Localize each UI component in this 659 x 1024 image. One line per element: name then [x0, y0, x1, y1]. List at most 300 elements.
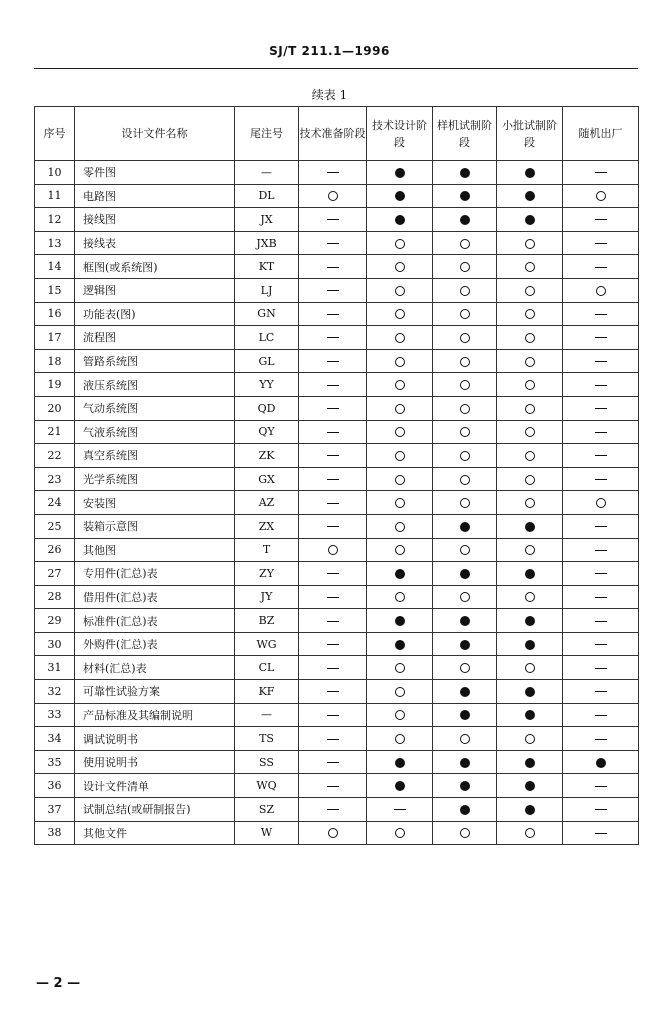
filled-circle-icon — [460, 640, 470, 650]
stage-cell — [299, 444, 367, 468]
hollow-circle-icon — [525, 451, 535, 461]
stage-cell — [433, 585, 497, 609]
row-number: 10 — [35, 161, 75, 185]
stage-cell — [497, 420, 563, 444]
hollow-circle-icon — [460, 333, 470, 343]
stage-cell — [299, 538, 367, 562]
stage-cell — [497, 538, 563, 562]
stage-cell — [433, 656, 497, 680]
stage-cell — [563, 774, 639, 798]
document-name: 可靠性试验方案 — [75, 680, 235, 704]
filled-circle-icon — [460, 215, 470, 225]
document-name: 其他图 — [75, 538, 235, 562]
dash-icon — [595, 455, 607, 456]
hollow-circle-icon — [460, 734, 470, 744]
stage-cell — [433, 161, 497, 185]
hollow-circle-icon — [395, 357, 405, 367]
stage-cell — [563, 727, 639, 751]
document-name: 外购件(汇总)表 — [75, 632, 235, 656]
row-number: 12 — [35, 208, 75, 232]
hollow-circle-icon — [460, 427, 470, 437]
document-name: 借用件(汇总)表 — [75, 585, 235, 609]
table-row — [35, 727, 639, 751]
suffix-code: DL — [235, 184, 299, 208]
stage-cell — [433, 302, 497, 326]
column-header-tech-prep: 技术准备阶段 — [299, 107, 367, 161]
table-caption: 续表 1 — [311, 88, 348, 102]
table-row — [35, 467, 639, 491]
stage-cell — [299, 609, 367, 633]
table-row — [35, 491, 639, 515]
suffix-code: GN — [235, 302, 299, 326]
suffix-code: SS — [235, 750, 299, 774]
dash-icon — [595, 337, 607, 338]
stage-cell — [433, 680, 497, 704]
document-name: 装箱示意图 — [75, 514, 235, 538]
document-name: 接线表 — [75, 231, 235, 255]
document-name: 气动系统图 — [75, 396, 235, 420]
hollow-circle-icon — [460, 286, 470, 296]
table-row — [35, 656, 639, 680]
hollow-circle-icon — [395, 286, 405, 296]
stage-cell — [497, 562, 563, 586]
stage-cell — [299, 278, 367, 302]
stage-cell — [299, 727, 367, 751]
stage-cell — [497, 349, 563, 373]
stage-cell — [563, 514, 639, 538]
table-row — [35, 750, 639, 774]
stage-cell — [367, 632, 433, 656]
stage-cell — [497, 373, 563, 397]
filled-circle-icon — [525, 781, 535, 791]
suffix-code: ZK — [235, 444, 299, 468]
suffix-code: JX — [235, 208, 299, 232]
table-row — [35, 585, 639, 609]
stage-cell — [497, 184, 563, 208]
filled-circle-icon — [460, 616, 470, 626]
suffix-code: LC — [235, 326, 299, 350]
stage-cell — [497, 798, 563, 822]
stage-cell — [299, 798, 367, 822]
stage-cell — [563, 467, 639, 491]
dash-icon — [327, 739, 339, 740]
dash-icon — [327, 573, 339, 574]
filled-circle-icon — [395, 616, 405, 626]
stage-cell — [497, 750, 563, 774]
hollow-circle-icon — [395, 592, 405, 602]
document-name: 光学系统图 — [75, 467, 235, 491]
hollow-circle-icon — [395, 710, 405, 720]
table-row — [35, 538, 639, 562]
stage-cell — [433, 208, 497, 232]
row-number: 22 — [35, 444, 75, 468]
document-name: 气液系统图 — [75, 420, 235, 444]
hollow-circle-icon — [395, 475, 405, 485]
dash-icon — [595, 621, 607, 622]
filled-circle-icon — [395, 758, 405, 768]
stage-cell — [367, 255, 433, 279]
suffix-code: SZ — [235, 798, 299, 822]
stage-cell — [367, 821, 433, 845]
document-name: 产品标准及其编制说明 — [75, 703, 235, 727]
suffix-code: KF — [235, 680, 299, 704]
suffix-code: WQ — [235, 774, 299, 798]
row-number: 23 — [35, 467, 75, 491]
stage-cell — [299, 184, 367, 208]
hollow-circle-icon — [525, 333, 535, 343]
stage-cell — [299, 632, 367, 656]
hollow-circle-icon — [525, 498, 535, 508]
hollow-circle-icon — [460, 357, 470, 367]
hollow-circle-icon — [460, 262, 470, 272]
table-body — [35, 161, 639, 845]
stage-cell — [299, 585, 367, 609]
hollow-circle-icon — [460, 404, 470, 414]
stage-cell — [563, 538, 639, 562]
dash-icon — [327, 786, 339, 787]
stage-cell — [563, 609, 639, 633]
document-name: 标准件(汇总)表 — [75, 609, 235, 633]
stage-cell — [563, 703, 639, 727]
row-number: 38 — [35, 821, 75, 845]
stage-cell — [433, 326, 497, 350]
suffix-code: QD — [235, 396, 299, 420]
row-number: 21 — [35, 420, 75, 444]
stage-cell — [367, 278, 433, 302]
stage-cell — [433, 184, 497, 208]
document-name: 设计文件清单 — [75, 774, 235, 798]
row-number: 27 — [35, 562, 75, 586]
column-header-name: 设计文件名称 — [75, 107, 235, 161]
suffix-code: WG — [235, 632, 299, 656]
stage-cell — [367, 774, 433, 798]
dash-icon — [327, 644, 339, 645]
filled-circle-icon — [460, 569, 470, 579]
hollow-circle-icon — [525, 427, 535, 437]
stage-cell — [367, 302, 433, 326]
stage-cell — [433, 373, 497, 397]
dash-icon — [595, 833, 607, 834]
filled-circle-icon — [525, 616, 535, 626]
stage-cell — [563, 491, 639, 515]
suffix-code: AZ — [235, 491, 299, 515]
row-number: 30 — [35, 632, 75, 656]
hollow-circle-icon — [460, 663, 470, 673]
stage-cell — [497, 491, 563, 515]
stage-cell — [367, 703, 433, 727]
stage-cell — [299, 208, 367, 232]
row-number: 36 — [35, 774, 75, 798]
stage-cell — [497, 161, 563, 185]
dash-icon — [327, 408, 339, 409]
hollow-circle-icon — [395, 380, 405, 390]
table-row — [35, 255, 639, 279]
row-number: 28 — [35, 585, 75, 609]
table-row — [35, 420, 639, 444]
hollow-circle-icon — [328, 545, 338, 555]
dash-icon — [595, 243, 607, 244]
document-name: 试制总结(或研制报告) — [75, 798, 235, 822]
stage-cell — [433, 491, 497, 515]
dash-icon — [595, 361, 607, 362]
stage-cell — [563, 255, 639, 279]
filled-circle-icon — [460, 168, 470, 178]
table-row — [35, 373, 639, 397]
table-row — [35, 184, 639, 208]
dash-icon — [327, 314, 339, 315]
dash-icon — [595, 809, 607, 810]
header-divider — [34, 68, 638, 69]
stage-cell — [563, 349, 639, 373]
column-header-tech-design: 技术设计阶段 — [367, 107, 433, 161]
stage-cell — [563, 750, 639, 774]
filled-circle-icon — [395, 215, 405, 225]
document-name: 逻辑图 — [75, 278, 235, 302]
column-header-small-batch: 小批试制阶段 — [497, 107, 563, 161]
row-number: 26 — [35, 538, 75, 562]
table-row — [35, 514, 639, 538]
hollow-circle-icon — [395, 404, 405, 414]
hollow-circle-icon — [460, 592, 470, 602]
dash-icon — [595, 715, 607, 716]
stage-cell — [433, 750, 497, 774]
filled-circle-icon — [395, 191, 405, 201]
stage-cell — [497, 326, 563, 350]
stage-cell — [367, 161, 433, 185]
stage-cell — [433, 420, 497, 444]
dash-icon — [595, 385, 607, 386]
column-header-shipped: 随机出厂 — [563, 107, 639, 161]
table-row — [35, 774, 639, 798]
document-name: 调试说明书 — [75, 727, 235, 751]
dash-icon — [595, 172, 607, 173]
stage-cell — [497, 278, 563, 302]
stage-cell — [367, 585, 433, 609]
stage-cell — [497, 609, 563, 633]
hollow-circle-icon — [596, 191, 606, 201]
table-row — [35, 349, 639, 373]
stage-cell — [299, 703, 367, 727]
dash-icon — [327, 361, 339, 362]
hollow-circle-icon — [525, 828, 535, 838]
stage-cell — [563, 184, 639, 208]
document-name: 电路图 — [75, 184, 235, 208]
stage-cell — [433, 396, 497, 420]
hollow-circle-icon — [525, 475, 535, 485]
stage-cell — [433, 821, 497, 845]
filled-circle-icon — [460, 758, 470, 768]
design-document-table — [34, 106, 639, 845]
hollow-circle-icon — [460, 475, 470, 485]
table-row — [35, 562, 639, 586]
stage-cell — [433, 562, 497, 586]
row-number: 37 — [35, 798, 75, 822]
hollow-circle-icon — [395, 545, 405, 555]
row-number: 34 — [35, 727, 75, 751]
hollow-circle-icon — [395, 309, 405, 319]
stage-cell — [563, 373, 639, 397]
document-name: 液压系统图 — [75, 373, 235, 397]
dash-icon — [327, 597, 339, 598]
stage-cell — [433, 255, 497, 279]
row-number: 15 — [35, 278, 75, 302]
suffix-code: LJ — [235, 278, 299, 302]
filled-circle-icon — [395, 640, 405, 650]
suffix-code: TS — [235, 727, 299, 751]
stage-cell — [563, 632, 639, 656]
stage-cell — [563, 278, 639, 302]
hollow-circle-icon — [395, 687, 405, 697]
stage-cell — [299, 161, 367, 185]
document-name: 接线图 — [75, 208, 235, 232]
document-name: 零件图 — [75, 161, 235, 185]
hollow-circle-icon — [460, 451, 470, 461]
dash-icon — [595, 408, 607, 409]
row-number: 17 — [35, 326, 75, 350]
dash-icon — [327, 762, 339, 763]
filled-circle-icon — [525, 805, 535, 815]
row-number: 35 — [35, 750, 75, 774]
suffix-code: T — [235, 538, 299, 562]
table-row — [35, 609, 639, 633]
dash-icon — [327, 337, 339, 338]
stage-cell — [367, 798, 433, 822]
filled-circle-icon — [395, 569, 405, 579]
hollow-circle-icon — [395, 262, 405, 272]
stage-cell — [299, 491, 367, 515]
suffix-code: ZX — [235, 514, 299, 538]
stage-cell — [299, 255, 367, 279]
table-row — [35, 703, 639, 727]
dash-icon — [595, 691, 607, 692]
stage-cell — [497, 302, 563, 326]
dash-icon — [327, 668, 339, 669]
stage-cell — [497, 632, 563, 656]
hollow-circle-icon — [460, 380, 470, 390]
document-name: 安装图 — [75, 491, 235, 515]
stage-cell — [563, 396, 639, 420]
filled-circle-icon — [525, 215, 535, 225]
hollow-circle-icon — [395, 333, 405, 343]
stage-cell — [367, 538, 433, 562]
stage-cell — [367, 396, 433, 420]
row-number: 18 — [35, 349, 75, 373]
filled-circle-icon — [395, 168, 405, 178]
suffix-code: GL — [235, 349, 299, 373]
stage-cell — [563, 585, 639, 609]
stage-cell — [299, 656, 367, 680]
dash-icon — [327, 809, 339, 810]
dash-icon — [327, 172, 339, 173]
stage-cell — [299, 349, 367, 373]
dash-icon — [327, 267, 339, 268]
stage-cell — [433, 349, 497, 373]
stage-cell — [299, 231, 367, 255]
row-number: 33 — [35, 703, 75, 727]
stage-cell — [497, 774, 563, 798]
table-row — [35, 680, 639, 704]
row-number: 16 — [35, 302, 75, 326]
hollow-circle-icon — [460, 239, 470, 249]
table-row — [35, 632, 639, 656]
stage-cell — [563, 821, 639, 845]
stage-cell — [433, 727, 497, 751]
stage-cell — [299, 514, 367, 538]
stage-cell — [563, 208, 639, 232]
table-row — [35, 444, 639, 468]
column-header-prototype: 样机试制阶段 — [433, 107, 497, 161]
dash-icon — [327, 691, 339, 692]
filled-circle-icon — [525, 168, 535, 178]
stage-cell — [497, 255, 563, 279]
dash-icon — [327, 526, 339, 527]
stage-cell — [497, 444, 563, 468]
filled-circle-icon — [525, 522, 535, 532]
hollow-circle-icon — [395, 663, 405, 673]
hollow-circle-icon — [525, 239, 535, 249]
stage-cell — [563, 231, 639, 255]
dash-icon — [327, 219, 339, 220]
suffix-code: — — [235, 703, 299, 727]
dash-icon — [595, 479, 607, 480]
stage-cell — [299, 774, 367, 798]
suffix-code: JXB — [235, 231, 299, 255]
document-name: 专用件(汇总)表 — [75, 562, 235, 586]
stage-cell — [433, 231, 497, 255]
filled-circle-icon — [460, 522, 470, 532]
stage-cell — [299, 562, 367, 586]
standard-code-header: SJ/T 211.1—1996 — [269, 44, 390, 58]
suffix-code: — — [235, 161, 299, 185]
stage-cell — [563, 798, 639, 822]
stage-cell — [367, 514, 433, 538]
stage-cell — [563, 302, 639, 326]
table-row — [35, 302, 639, 326]
stage-cell — [497, 514, 563, 538]
dash-icon — [327, 455, 339, 456]
row-number: 32 — [35, 680, 75, 704]
dash-icon — [327, 479, 339, 480]
stage-cell — [299, 467, 367, 491]
stage-cell — [497, 727, 563, 751]
filled-circle-icon — [596, 758, 606, 768]
stage-cell — [433, 798, 497, 822]
hollow-circle-icon — [525, 663, 535, 673]
dash-icon — [327, 243, 339, 244]
table-row — [35, 396, 639, 420]
stage-cell — [497, 703, 563, 727]
stage-cell — [367, 444, 433, 468]
dash-icon — [595, 314, 607, 315]
row-number: 25 — [35, 514, 75, 538]
dash-icon — [327, 290, 339, 291]
dash-icon — [595, 668, 607, 669]
row-number: 24 — [35, 491, 75, 515]
stage-cell — [367, 680, 433, 704]
stage-cell — [367, 420, 433, 444]
page-number: — 2 — — [36, 976, 81, 991]
hollow-circle-icon — [525, 734, 535, 744]
stage-cell — [367, 656, 433, 680]
dash-icon — [595, 526, 607, 527]
stage-cell — [497, 656, 563, 680]
dash-icon — [327, 432, 339, 433]
stage-cell — [299, 680, 367, 704]
stage-cell — [563, 680, 639, 704]
row-number: 31 — [35, 656, 75, 680]
table-row — [35, 161, 639, 185]
stage-cell — [433, 467, 497, 491]
